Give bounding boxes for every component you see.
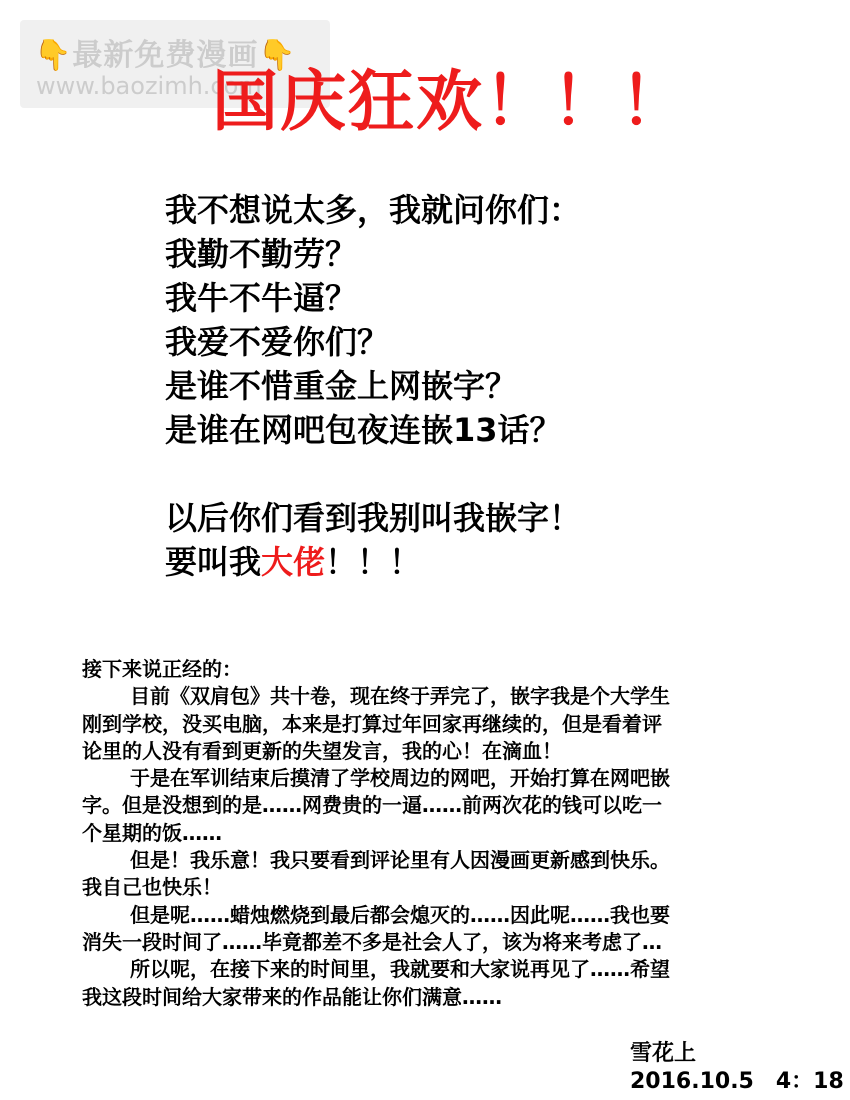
watermark-text: 最新免费漫画 <box>72 38 259 73</box>
body-line: 目前《双肩包》共十卷，现在终于弄完了，嵌字我是个大学生 <box>130 684 670 709</box>
main-line: 是谁不惜重金上网嵌字？ <box>165 367 518 405</box>
body-text <box>82 656 802 1011</box>
body-line: 但是呢……蜡烛燃烧到最后都会熄灭的……因此呢……我也要 <box>130 902 670 927</box>
body-line: 刚到学校，没买电脑，本来是打算过年回家再继续的，但是看着评 <box>82 711 662 736</box>
body-line: 消失一段时间了……毕竟都差不多是社会人了，该为将来考虑了… <box>82 929 662 954</box>
body-line: 我这段时间给大家带来的作品能让你们满意…… <box>82 984 502 1009</box>
page-title: 国庆狂欢！！！ <box>212 63 688 140</box>
body-line: 接下来说正经的： <box>82 657 242 681</box>
closing-line: 以后你们看到我别叫我嵌字！ <box>165 499 582 537</box>
main-line: 我勤不勤劳？ <box>165 235 358 273</box>
body-line: 但是！我乐意！我只要看到评论里有人因漫画更新感到快乐。 <box>130 848 670 873</box>
body-line: 字。但是没想到的是……网费贵的一逼……前两次花的钱可以吃一 <box>82 793 662 818</box>
signature-name: 雪花上 <box>630 1041 697 1066</box>
body-line: 所以呢，在接下来的时间里，我就要和大家说再见了……希望 <box>130 957 670 982</box>
main-line: 我爱不爱你们？ <box>165 323 390 361</box>
main-message <box>165 188 581 584</box>
main-line: 我不想说太多，我就问你们： <box>165 191 582 229</box>
signature-date: 2016.10.5 4：18 <box>630 1069 844 1094</box>
pointing-hand-icon: 👇 <box>258 38 297 73</box>
body-line: 我自己也快乐！ <box>82 875 222 900</box>
body-line: 论里的人没有看到更新的失望发言，我的心！在滴血！ <box>82 738 562 763</box>
body-line: 于是在军训结束后摸清了学校周边的网吧，开始打算在网吧嵌 <box>130 766 670 791</box>
highlight-text: 大佬 <box>261 543 326 581</box>
watermark-url: www.baozimh.com <box>36 72 262 100</box>
pointing-hand-icon: 👇 <box>34 38 73 73</box>
closing-line-2: 要叫我大佬！！！ <box>165 543 422 581</box>
main-line: 我牛不牛逼？ <box>165 279 358 317</box>
main-line: 是谁在网吧包夜连嵌13话？ <box>165 411 562 449</box>
body-line: 个星期的饭…… <box>82 820 222 845</box>
